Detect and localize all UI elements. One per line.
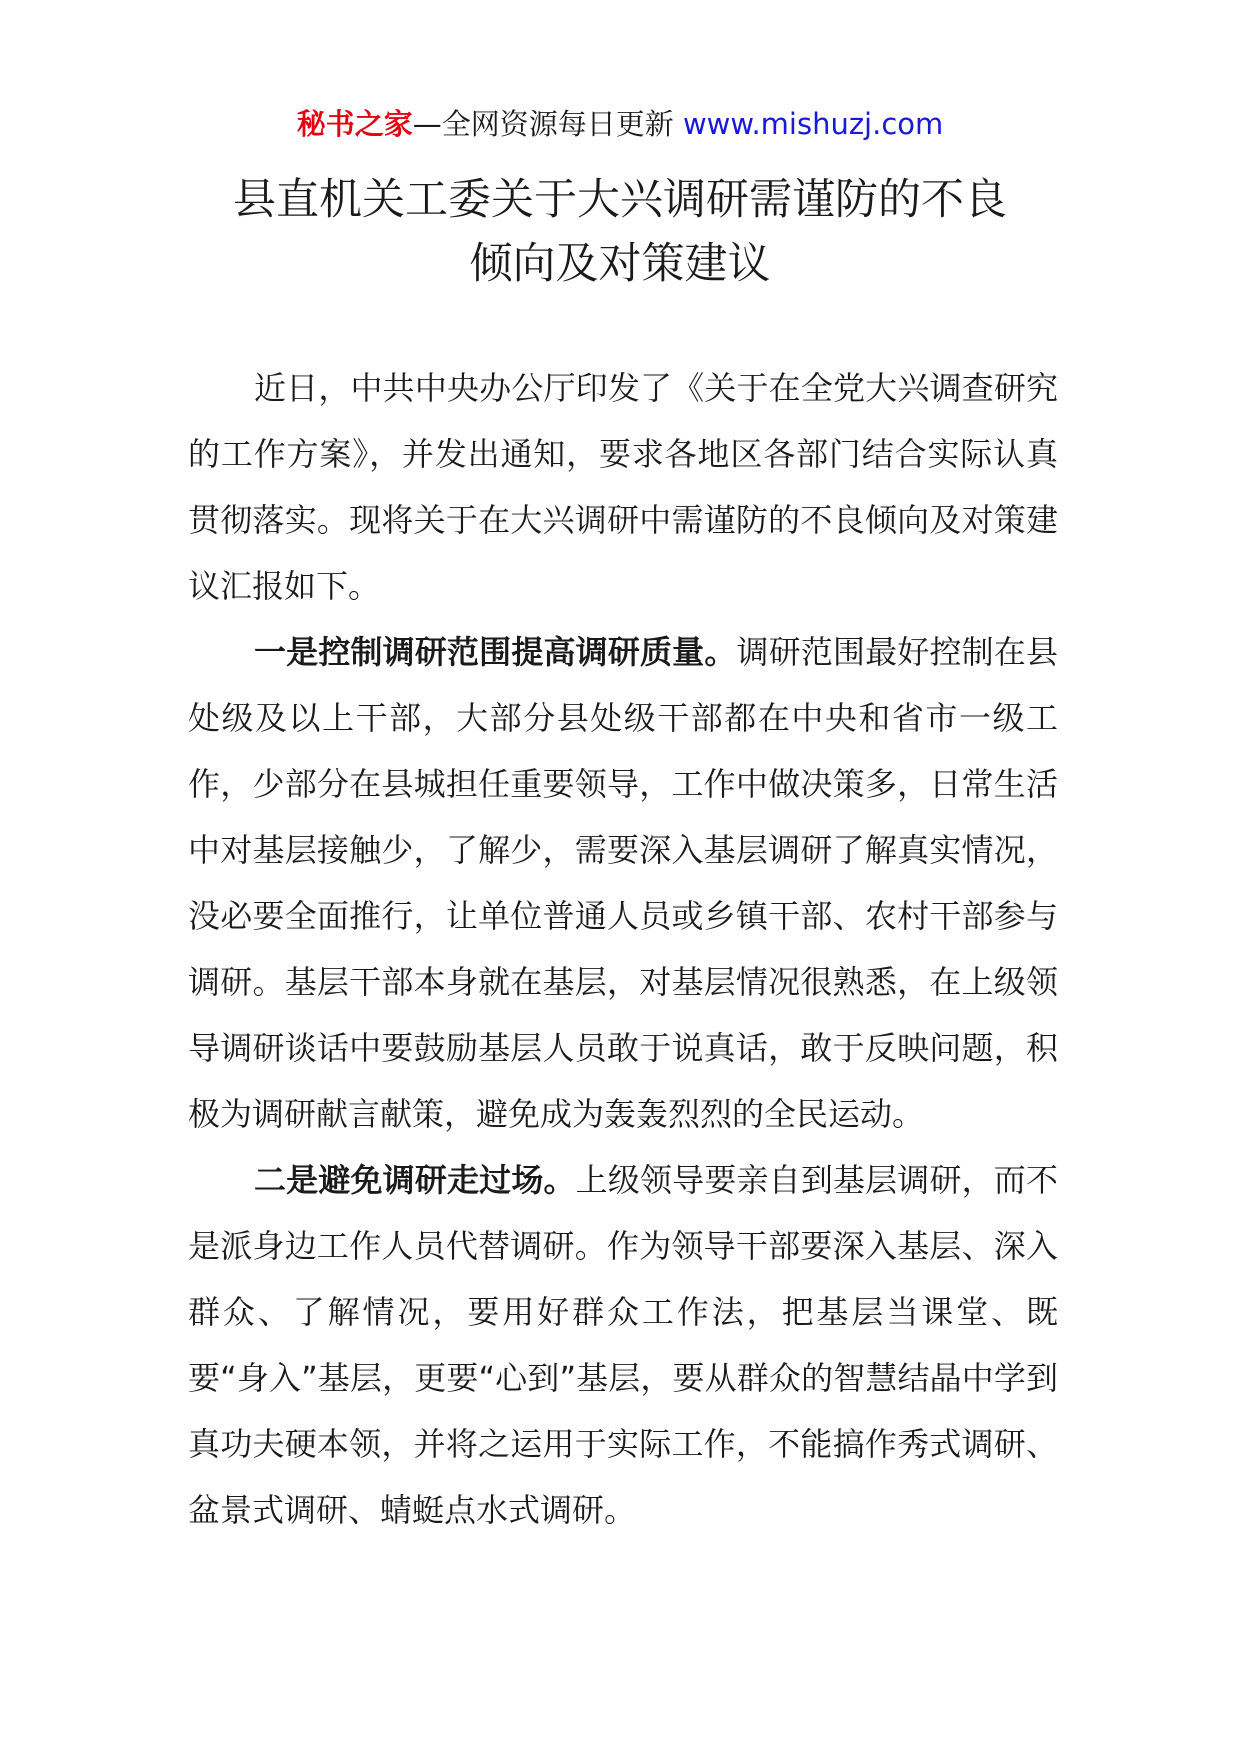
paragraph-intro xyxy=(188,355,1058,619)
paragraph-text: 调研范围最好控制在县处级及以上干部，大部分县处级干部都在中央和省市一级工作，少部分在县城担任重要领导，工作中做决策多，日常生活中对基层接触少，了解少，需要深入基层调研了解真实情况，没必要全面推行，让单位普通人员或乡镇干部、农村干部参与调研。基层干部本身就在基层，对基层情况很熟悉，在上级领导调研谈话中要鼓励基层人员敢于说真话，敢于反映问题，积极为调研献言献策，避免成为轰轰烈烈的全民运动。 xyxy=(188,633,1058,1133)
paragraph-point-2 xyxy=(188,1147,1058,1543)
brand-name: 秘书之家 xyxy=(296,107,413,141)
paragraph-text: 上级领导要亲自到基层调研，而不是派身边工作人员代替调研。作为领导干部要深入基层、深入群众、了解情况，要用好群众工作法，把基层当课堂、既要“身入”基层，更要“心到”基层，要从群众的智慧结晶中学到真功夫硬本领，并将之运用于实际工作，不能搞作秀式调研、盆景式调研、蜻蜓点水式调研。 xyxy=(188,1161,1058,1529)
paragraph-point-1 xyxy=(188,619,1058,1147)
document-title xyxy=(150,168,1090,296)
site-url-link[interactable]: www.mishuzj.com xyxy=(682,107,944,141)
paragraph-lead: 二是避免调研走过场。 xyxy=(254,1161,576,1199)
header-tagline: —全网资源每日更新 xyxy=(412,107,674,141)
paragraph-lead: 一是控制调研范围提高调研质量。 xyxy=(254,633,737,671)
site-header xyxy=(0,100,1240,148)
document-title-line-2: 倾向及对策建议 xyxy=(469,239,771,289)
document-body xyxy=(188,355,1058,1543)
paragraph-text: 近日，中共中央办公厅印发了《关于在全党大兴调查研究的工作方案》，并发出通知，要求各地区各部门结合实际认真贯彻落实。现将关于在大兴调研中需谨防的不良倾向及对策建议汇报如下。 xyxy=(188,369,1058,605)
document-title-line-1: 县直机关工委关于大兴调研需谨防的不良 xyxy=(233,175,1007,225)
